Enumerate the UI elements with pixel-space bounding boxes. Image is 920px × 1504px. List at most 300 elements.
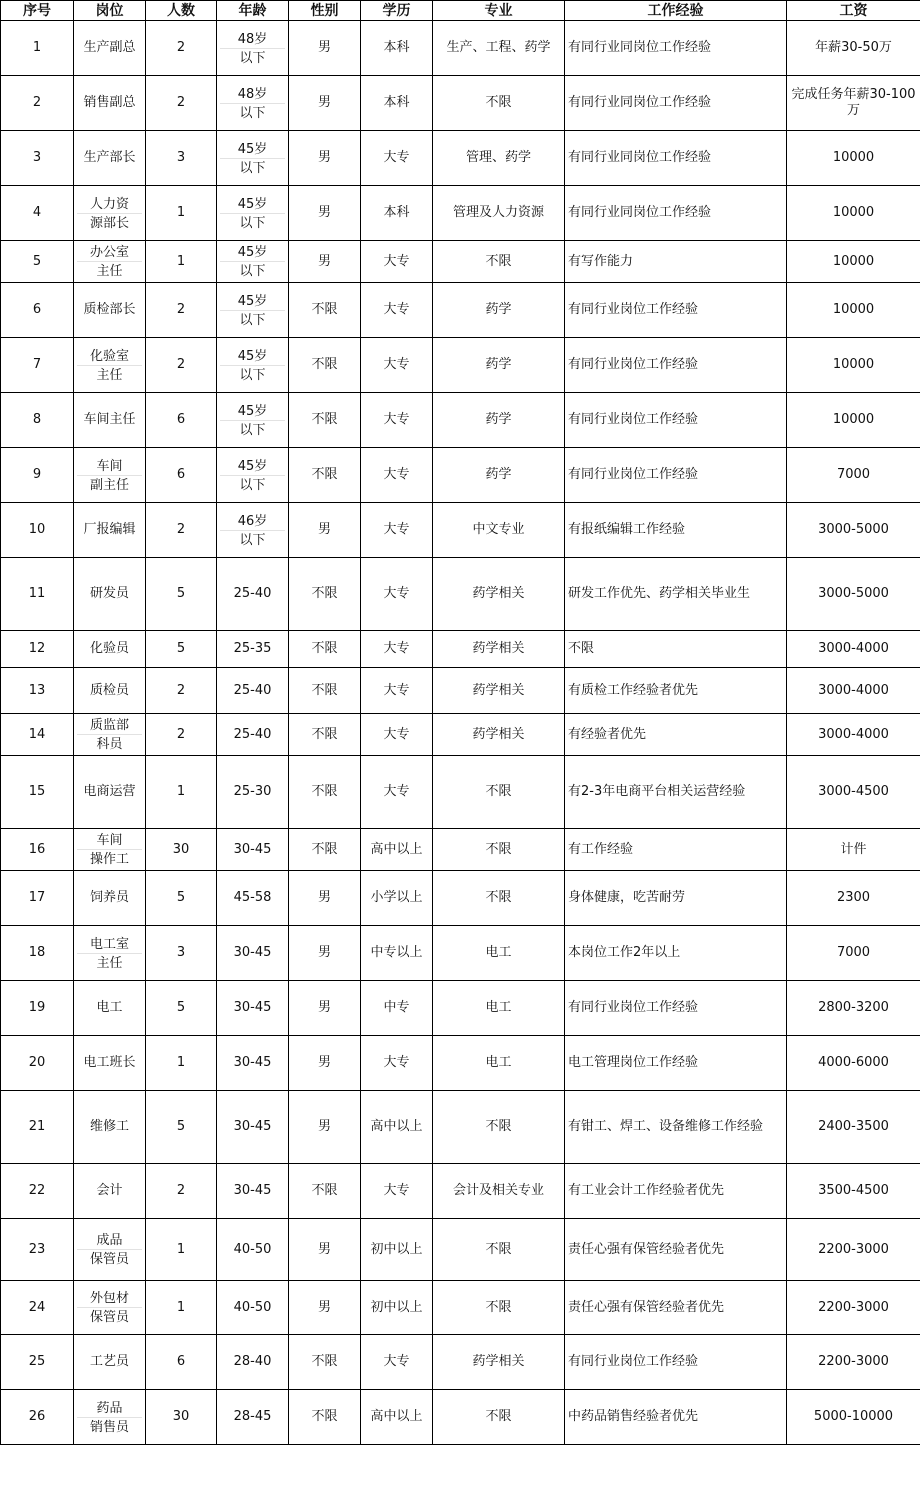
cell-pay: 3000-4000: [787, 631, 920, 668]
header-edu: 学历: [361, 1, 433, 21]
cell-exp: 身体健康，吃苦耐劳: [565, 871, 787, 926]
cell-count: 5: [146, 558, 217, 631]
cell-edu: 大专: [361, 558, 433, 631]
cell-edu: 高中以上: [361, 829, 433, 871]
cell-age-line2: 以下: [220, 420, 285, 439]
table-row: [1, 558, 920, 631]
cell-count: 1: [146, 756, 217, 829]
cell-major: 会计及相关专业: [433, 1164, 565, 1219]
header-sex: 性别: [289, 1, 361, 21]
table-row: [1, 668, 920, 714]
cell-pay: 2200-3000: [787, 1335, 920, 1390]
cell-exp: 研发工作优先、药学相关毕业生: [565, 558, 787, 631]
cell-major: 不限: [433, 1219, 565, 1281]
cell-post: 质检员: [74, 668, 146, 714]
cell-age: 25-40: [217, 714, 289, 756]
cell-edu: 大专: [361, 283, 433, 338]
cell-edu: 中专: [361, 981, 433, 1036]
cell-sex: 男: [289, 981, 361, 1036]
cell-post-line2: 主任: [77, 261, 142, 280]
cell-post-line2: 源部长: [77, 213, 142, 232]
cell-sex: 男: [289, 76, 361, 131]
table-row: [1, 1036, 920, 1091]
cell-sex: 不限: [289, 756, 361, 829]
cell-post-line2: 主任: [77, 953, 142, 972]
cell-age-line1: 45岁: [237, 348, 268, 364]
cell-no: 22: [1, 1164, 74, 1219]
cell-pay: 10000: [787, 393, 920, 448]
cell-count: 1: [146, 241, 217, 283]
cell-post-line1: 质监部: [89, 718, 129, 733]
cell-no: 26: [1, 1390, 74, 1445]
cell-post: [74, 1390, 146, 1445]
cell-exp: 有工作经验: [565, 829, 787, 871]
header-age: 年龄: [217, 1, 289, 21]
cell-age-line2: 以下: [220, 261, 285, 280]
cell-age-line2: 以下: [220, 365, 285, 384]
cell-post: [74, 1219, 146, 1281]
cell-post-line2: 主任: [77, 365, 142, 384]
cell-pay: 4000-6000: [787, 1036, 920, 1091]
cell-count: 2: [146, 503, 217, 558]
cell-count: 2: [146, 714, 217, 756]
cell-pay: 10000: [787, 186, 920, 241]
cell-exp: 有同行业岗位工作经验: [565, 338, 787, 393]
cell-major: 药学: [433, 393, 565, 448]
cell-post: 电商运营: [74, 756, 146, 829]
table-row: [1, 981, 920, 1036]
cell-post: [74, 829, 146, 871]
cell-post: [74, 241, 146, 283]
table-row: [1, 1281, 920, 1335]
table-row: [1, 631, 920, 668]
cell-post-line1: 人力资: [89, 196, 129, 212]
cell-sex: 男: [289, 926, 361, 981]
cell-no: 24: [1, 1281, 74, 1335]
cell-no: 3: [1, 131, 74, 186]
cell-sex: 不限: [289, 558, 361, 631]
cell-post-line1: 电工室: [89, 936, 129, 952]
cell-age-line1: 45岁: [237, 293, 268, 309]
cell-post: [74, 186, 146, 241]
cell-major: 生产、工程、药学: [433, 21, 565, 76]
cell-no: 10: [1, 503, 74, 558]
cell-major: 药学: [433, 283, 565, 338]
cell-exp: 责任心强有保管经验者优先: [565, 1219, 787, 1281]
cell-pay: 10000: [787, 338, 920, 393]
cell-pay: 2400-3500: [787, 1091, 920, 1164]
cell-sex: 不限: [289, 631, 361, 668]
cell-edu: 初中以上: [361, 1281, 433, 1335]
cell-age: 30-45: [217, 981, 289, 1036]
cell-pay: 完成任务年薪30-100万: [787, 76, 920, 131]
cell-major: 中文专业: [433, 503, 565, 558]
cell-major: 药学相关: [433, 1335, 565, 1390]
cell-age-line1: 48岁: [237, 31, 268, 47]
cell-exp: 有经验者优先: [565, 714, 787, 756]
cell-age: 25-40: [217, 558, 289, 631]
cell-post: 会计: [74, 1164, 146, 1219]
cell-count: 2: [146, 668, 217, 714]
cell-sex: 男: [289, 1219, 361, 1281]
header-row: [1, 1, 920, 21]
cell-sex: 不限: [289, 393, 361, 448]
cell-age: 30-45: [217, 1091, 289, 1164]
cell-sex: 男: [289, 21, 361, 76]
cell-age: 25-30: [217, 756, 289, 829]
cell-exp: 有同行业同岗位工作经验: [565, 186, 787, 241]
cell-major: 药学相关: [433, 558, 565, 631]
cell-edu: 大专: [361, 338, 433, 393]
cell-count: 1: [146, 186, 217, 241]
cell-major: 药学相关: [433, 668, 565, 714]
cell-age: [217, 283, 289, 338]
cell-count: 1: [146, 1036, 217, 1091]
cell-pay: 7000: [787, 926, 920, 981]
cell-post: [74, 338, 146, 393]
table-row: [1, 338, 920, 393]
cell-no: 4: [1, 186, 74, 241]
cell-exp: 有同行业岗位工作经验: [565, 981, 787, 1036]
cell-age: [217, 241, 289, 283]
cell-age: [217, 131, 289, 186]
cell-no: 2: [1, 76, 74, 131]
cell-post: [74, 448, 146, 503]
cell-pay: 2800-3200: [787, 981, 920, 1036]
header-post: 岗位: [74, 1, 146, 21]
cell-count: 5: [146, 981, 217, 1036]
table-body: [1, 21, 920, 1445]
cell-edu: 大专: [361, 503, 433, 558]
cell-count: 2: [146, 338, 217, 393]
cell-age-line2: 以下: [220, 158, 285, 177]
cell-age-line1: 46岁: [237, 513, 268, 529]
cell-age: 40-50: [217, 1281, 289, 1335]
cell-count: 5: [146, 631, 217, 668]
cell-no: 1: [1, 21, 74, 76]
cell-pay: 3000-5000: [787, 558, 920, 631]
header-pay: 工资: [787, 1, 920, 21]
cell-count: 30: [146, 1390, 217, 1445]
cell-exp: 责任心强有保管经验者优先: [565, 1281, 787, 1335]
cell-edu: 中专以上: [361, 926, 433, 981]
cell-exp: 中药品销售经验者优先: [565, 1390, 787, 1445]
cell-edu: 大专: [361, 448, 433, 503]
cell-edu: 本科: [361, 186, 433, 241]
table-row: [1, 21, 920, 76]
cell-post-line2: 保管员: [77, 1307, 142, 1326]
cell-age-line2: 以下: [220, 48, 285, 67]
cell-count: 3: [146, 926, 217, 981]
header-count: 人数: [146, 1, 217, 21]
cell-age: [217, 21, 289, 76]
cell-exp: 有同行业同岗位工作经验: [565, 131, 787, 186]
cell-age-line1: 48岁: [237, 86, 268, 102]
cell-age-line2: 以下: [220, 530, 285, 549]
cell-post: [74, 714, 146, 756]
cell-post-line1: 药品: [96, 1400, 123, 1416]
cell-post: 电工班长: [74, 1036, 146, 1091]
cell-sex: 男: [289, 131, 361, 186]
cell-post-line2: 保管员: [77, 1249, 142, 1268]
cell-sex: 男: [289, 1036, 361, 1091]
cell-sex: 不限: [289, 283, 361, 338]
cell-sex: 不限: [289, 1390, 361, 1445]
table-row: [1, 131, 920, 186]
header-major: 专业: [433, 1, 565, 21]
cell-edu: 大专: [361, 756, 433, 829]
table-row: [1, 829, 920, 871]
cell-exp: 有报纸编辑工作经验: [565, 503, 787, 558]
cell-post: 饲养员: [74, 871, 146, 926]
cell-edu: 大专: [361, 1335, 433, 1390]
cell-count: 1: [146, 1219, 217, 1281]
cell-edu: 大专: [361, 714, 433, 756]
cell-edu: 本科: [361, 21, 433, 76]
cell-age-line2: 以下: [220, 213, 285, 232]
cell-exp: 有钳工、焊工、设备维修工作经验: [565, 1091, 787, 1164]
cell-post-line2: 操作工: [77, 849, 142, 868]
cell-count: 6: [146, 393, 217, 448]
cell-count: 6: [146, 1335, 217, 1390]
cell-age: 28-45: [217, 1390, 289, 1445]
cell-major: 管理及人力资源: [433, 186, 565, 241]
cell-major: 不限: [433, 1091, 565, 1164]
cell-major: 药学相关: [433, 714, 565, 756]
cell-major: 不限: [433, 241, 565, 283]
cell-edu: 小学以上: [361, 871, 433, 926]
cell-pay: 5000-10000: [787, 1390, 920, 1445]
cell-post: 车间主任: [74, 393, 146, 448]
cell-post-line1: 车间: [96, 458, 123, 474]
cell-major: 不限: [433, 829, 565, 871]
table-row: [1, 393, 920, 448]
cell-no: 20: [1, 1036, 74, 1091]
cell-pay: 计件: [787, 829, 920, 871]
cell-post-line1: 车间: [96, 833, 123, 848]
cell-post-line2: 销售员: [77, 1417, 142, 1436]
cell-post: 销售副总: [74, 76, 146, 131]
table-row: [1, 1335, 920, 1390]
cell-exp: 有同行业岗位工作经验: [565, 448, 787, 503]
cell-no: 21: [1, 1091, 74, 1164]
cell-count: 2: [146, 1164, 217, 1219]
cell-edu: 初中以上: [361, 1219, 433, 1281]
cell-sex: 男: [289, 186, 361, 241]
cell-age: 30-45: [217, 1164, 289, 1219]
cell-major: 不限: [433, 76, 565, 131]
header-no: 序号: [1, 1, 74, 21]
cell-no: 7: [1, 338, 74, 393]
cell-no: 18: [1, 926, 74, 981]
cell-count: 2: [146, 21, 217, 76]
cell-edu: 高中以上: [361, 1091, 433, 1164]
cell-exp: 有工业会计工作经验者优先: [565, 1164, 787, 1219]
cell-no: 13: [1, 668, 74, 714]
cell-age-line1: 45岁: [237, 245, 268, 260]
cell-no: 12: [1, 631, 74, 668]
cell-post-line1: 外包材: [89, 1291, 129, 1306]
table-row: [1, 1091, 920, 1164]
cell-major: 不限: [433, 756, 565, 829]
cell-age-line1: 45岁: [237, 458, 268, 474]
cell-major: 电工: [433, 981, 565, 1036]
cell-age: 30-45: [217, 1036, 289, 1091]
cell-sex: 不限: [289, 1164, 361, 1219]
table-row: [1, 756, 920, 829]
cell-exp: 有同行业岗位工作经验: [565, 393, 787, 448]
cell-no: 8: [1, 393, 74, 448]
cell-sex: 不限: [289, 829, 361, 871]
cell-major: 不限: [433, 871, 565, 926]
cell-count: 2: [146, 283, 217, 338]
cell-post: 生产部长: [74, 131, 146, 186]
cell-age: 40-50: [217, 1219, 289, 1281]
cell-pay: 2200-3000: [787, 1281, 920, 1335]
cell-post: 质检部长: [74, 283, 146, 338]
cell-edu: 大专: [361, 668, 433, 714]
cell-age: 25-35: [217, 631, 289, 668]
cell-pay: 10000: [787, 131, 920, 186]
cell-edu: 大专: [361, 131, 433, 186]
cell-age: [217, 186, 289, 241]
cell-age: 45-58: [217, 871, 289, 926]
cell-post: 电工: [74, 981, 146, 1036]
cell-pay: 3000-5000: [787, 503, 920, 558]
cell-major: 药学: [433, 448, 565, 503]
cell-no: 23: [1, 1219, 74, 1281]
cell-no: 5: [1, 241, 74, 283]
cell-count: 5: [146, 1091, 217, 1164]
cell-exp: 有同行业岗位工作经验: [565, 283, 787, 338]
cell-major: 电工: [433, 926, 565, 981]
cell-pay: 2300: [787, 871, 920, 926]
cell-exp: 有同行业岗位工作经验: [565, 1335, 787, 1390]
cell-no: 19: [1, 981, 74, 1036]
cell-pay: 3000-4500: [787, 756, 920, 829]
cell-sex: 男: [289, 871, 361, 926]
cell-post: 维修工: [74, 1091, 146, 1164]
table-row: [1, 926, 920, 981]
cell-edu: 大专: [361, 393, 433, 448]
cell-major: 电工: [433, 1036, 565, 1091]
cell-age-line2: 以下: [220, 103, 285, 122]
cell-age: 25-40: [217, 668, 289, 714]
table-row: [1, 503, 920, 558]
cell-count: 2: [146, 76, 217, 131]
cell-major: 不限: [433, 1281, 565, 1335]
cell-age: 28-40: [217, 1335, 289, 1390]
cell-pay: 7000: [787, 448, 920, 503]
table-row: [1, 1219, 920, 1281]
cell-exp: 本岗位工作2年以上: [565, 926, 787, 981]
cell-exp: 有质检工作经验者优先: [565, 668, 787, 714]
cell-exp: 电工管理岗位工作经验: [565, 1036, 787, 1091]
table-row: [1, 871, 920, 926]
cell-major: 药学: [433, 338, 565, 393]
cell-edu: 高中以上: [361, 1390, 433, 1445]
cell-post: [74, 926, 146, 981]
cell-pay: 3000-4000: [787, 714, 920, 756]
cell-post: 研发员: [74, 558, 146, 631]
cell-post: 工艺员: [74, 1335, 146, 1390]
cell-age: 30-45: [217, 926, 289, 981]
cell-edu: 本科: [361, 76, 433, 131]
cell-age: [217, 503, 289, 558]
cell-post: 化验员: [74, 631, 146, 668]
table-row: [1, 186, 920, 241]
cell-count: 5: [146, 871, 217, 926]
cell-sex: 男: [289, 1281, 361, 1335]
cell-pay: 2200-3000: [787, 1219, 920, 1281]
cell-post-line2: 副主任: [77, 475, 142, 494]
cell-post: 厂报编辑: [74, 503, 146, 558]
cell-pay: 10000: [787, 283, 920, 338]
table-row: [1, 448, 920, 503]
cell-sex: 男: [289, 241, 361, 283]
cell-age-line2: 以下: [220, 475, 285, 494]
cell-edu: 大专: [361, 631, 433, 668]
header-exp: 工作经验: [565, 1, 787, 21]
cell-sex: 男: [289, 503, 361, 558]
cell-sex: 不限: [289, 448, 361, 503]
cell-no: 25: [1, 1335, 74, 1390]
cell-age: [217, 393, 289, 448]
table-row: [1, 714, 920, 756]
cell-sex: 不限: [289, 714, 361, 756]
cell-count: 3: [146, 131, 217, 186]
cell-post-line1: 办公室: [89, 245, 129, 260]
cell-no: 17: [1, 871, 74, 926]
cell-age-line1: 45岁: [237, 141, 268, 157]
cell-pay: 10000: [787, 241, 920, 283]
table-row: [1, 1164, 920, 1219]
cell-major: 管理、药学: [433, 131, 565, 186]
cell-post-line2: 科员: [77, 734, 142, 753]
cell-exp: 有写作能力: [565, 241, 787, 283]
cell-exp: 有同行业同岗位工作经验: [565, 76, 787, 131]
cell-no: 15: [1, 756, 74, 829]
cell-sex: 不限: [289, 1335, 361, 1390]
cell-edu: 大专: [361, 1036, 433, 1091]
cell-edu: 大专: [361, 241, 433, 283]
cell-sex: 不限: [289, 338, 361, 393]
cell-age: [217, 76, 289, 131]
table-row: [1, 283, 920, 338]
cell-pay: 3000-4000: [787, 668, 920, 714]
cell-count: 1: [146, 1281, 217, 1335]
cell-age: [217, 448, 289, 503]
cell-exp: 有2-3年电商平台相关运营经验: [565, 756, 787, 829]
cell-age: [217, 338, 289, 393]
cell-post: 生产副总: [74, 21, 146, 76]
cell-age-line1: 45岁: [237, 403, 268, 419]
cell-no: 16: [1, 829, 74, 871]
cell-count: 30: [146, 829, 217, 871]
cell-no: 11: [1, 558, 74, 631]
cell-age: 30-45: [217, 829, 289, 871]
table-row: [1, 241, 920, 283]
cell-post: [74, 1281, 146, 1335]
cell-age-line1: 45岁: [237, 196, 268, 212]
cell-pay: 3500-4500: [787, 1164, 920, 1219]
cell-major: 不限: [433, 1390, 565, 1445]
cell-exp: 有同行业同岗位工作经验: [565, 21, 787, 76]
cell-pay: 年薪30-50万: [787, 21, 920, 76]
cell-sex: 男: [289, 1091, 361, 1164]
cell-no: 6: [1, 283, 74, 338]
cell-post-line1: 成品: [96, 1233, 123, 1248]
